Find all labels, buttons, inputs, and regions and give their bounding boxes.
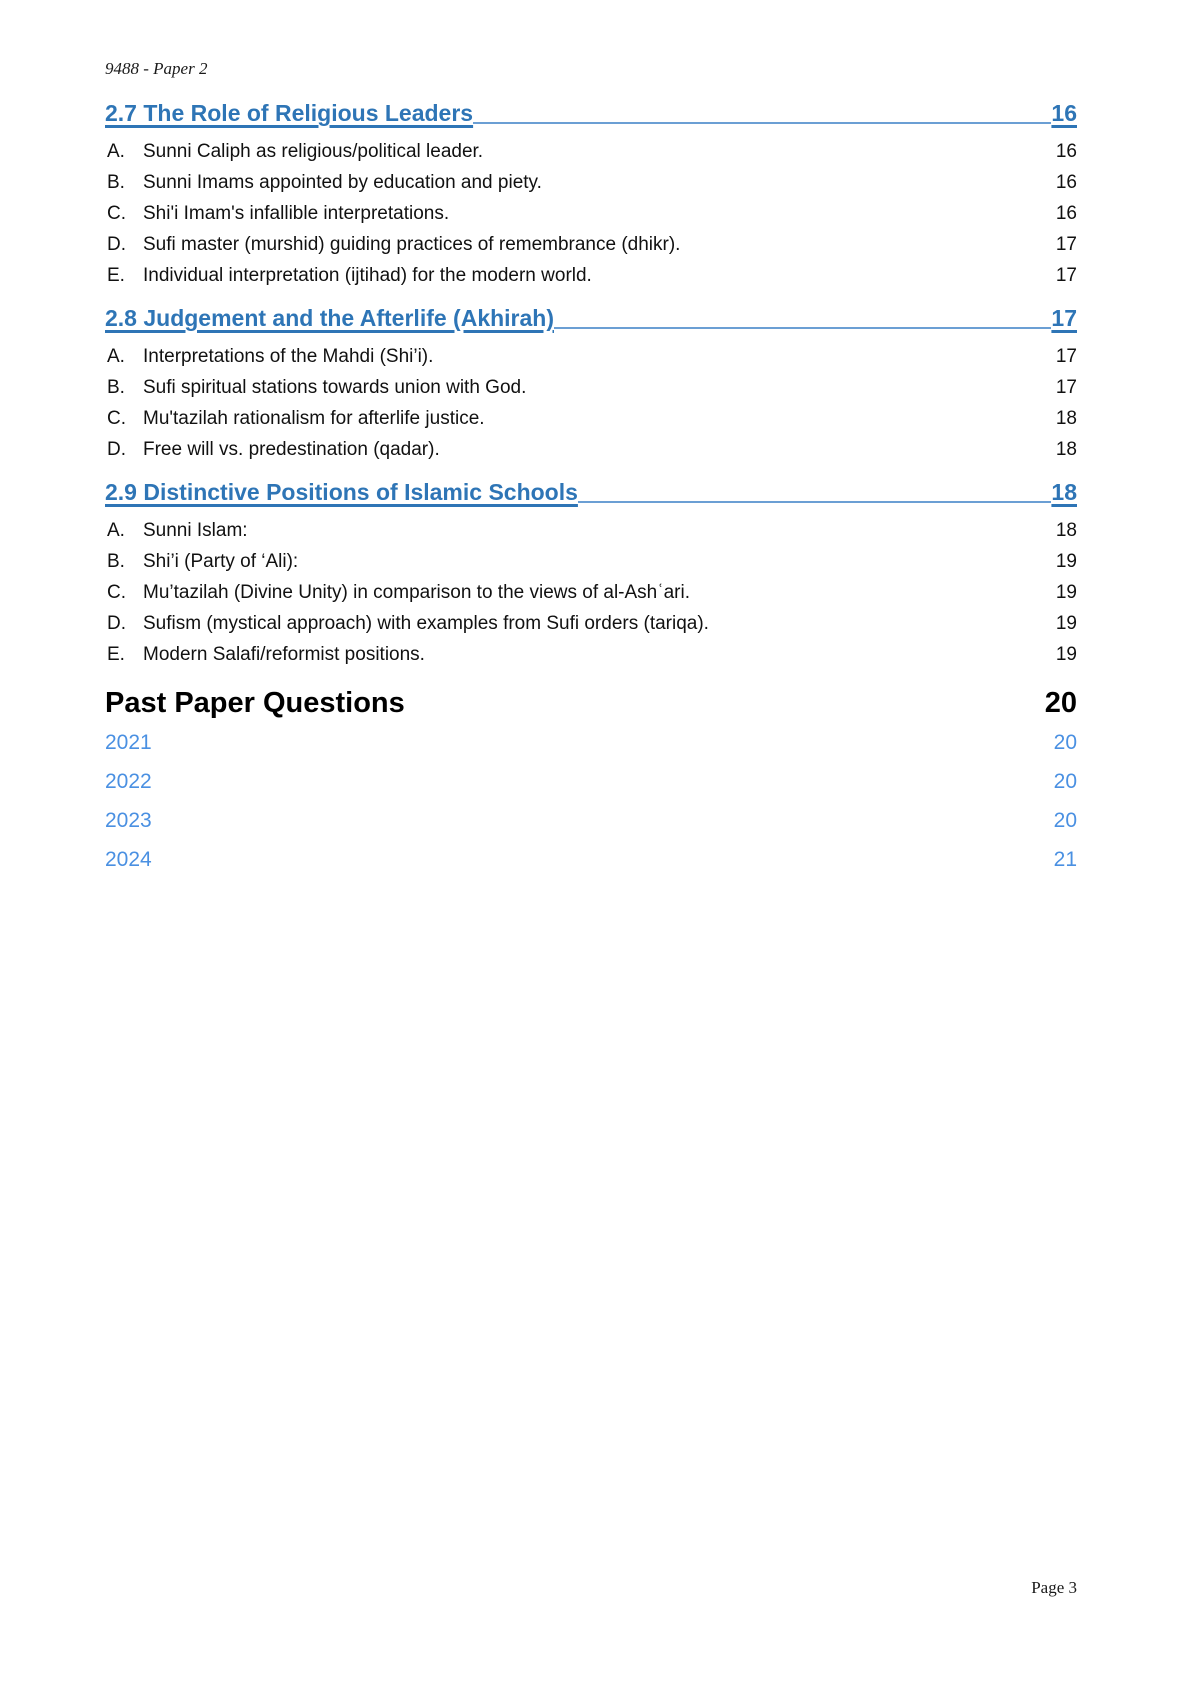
toc-item-text: Mu’tazilah (Divine Unity) in comparison to the views of al-Ashʿari. <box>143 582 690 603</box>
toc-item[interactable] <box>105 515 1077 546</box>
toc-item-page: 17 <box>1055 377 1077 398</box>
toc-item-text: Interpretations of the Mahdi (Shi’i). <box>143 346 434 367</box>
toc-year-row-2021[interactable] <box>105 732 1077 753</box>
toc-item-page: 17 <box>1055 265 1077 286</box>
year-label: 2024 <box>105 848 152 871</box>
toc-item-label: B. <box>107 172 125 193</box>
toc-item-page: 16 <box>1055 203 1077 224</box>
toc-item-label: A. <box>107 141 125 162</box>
toc-item-text: Mu'tazilah rationalism for afterlife justice. <box>143 408 485 429</box>
year-page: 20 <box>1053 809 1077 832</box>
toc-item[interactable] <box>105 372 1077 403</box>
toc-heading-page: 18 <box>1051 479 1077 505</box>
toc-item-text: Individual interpretation (ijtihad) for the modern world. <box>143 265 592 286</box>
toc-item-text: Sufism (mystical approach) with examples from Sufi orders (tariqa). <box>143 613 709 634</box>
year-page: 21 <box>1053 848 1077 871</box>
toc-item-text: Sunni Islam: <box>143 520 248 541</box>
page-number-footer: Page 3 <box>1031 1578 1077 1597</box>
toc-item-label: C. <box>107 203 126 224</box>
toc-item-label: D. <box>107 613 126 634</box>
toc-item-text: Shi’i (Party of ‘Ali): <box>143 551 299 572</box>
toc-item[interactable] <box>105 546 1077 577</box>
toc-item-text: Modern Salafi/reformist positions. <box>143 644 425 665</box>
toc-item-label: A. <box>107 520 125 541</box>
toc-item-page: 19 <box>1055 551 1077 572</box>
toc-item[interactable] <box>105 639 1077 670</box>
toc-item[interactable] <box>105 341 1077 372</box>
toc-item-page: 16 <box>1055 141 1077 162</box>
toc-item[interactable] <box>105 229 1077 260</box>
toc-item-label: C. <box>107 582 126 603</box>
year-page: 20 <box>1053 770 1077 793</box>
toc-year-row-2024[interactable] <box>105 849 1077 870</box>
year-label: 2023 <box>105 809 152 832</box>
toc-item[interactable] <box>105 198 1077 229</box>
toc-item-page: 18 <box>1055 439 1077 460</box>
toc-year-row-2023[interactable] <box>105 810 1077 831</box>
leader-line <box>578 501 1051 503</box>
toc-item-text: Shi'i Imam's infallible interpretations. <box>143 203 450 224</box>
toc-item[interactable] <box>105 608 1077 639</box>
toc-item-label: E. <box>107 644 125 665</box>
document-header: 9488 - Paper 2 <box>105 59 208 78</box>
toc-item-text: Free will vs. predestination (qadar). <box>143 439 440 460</box>
toc-item-page: 16 <box>1055 172 1077 193</box>
year-page: 20 <box>1053 731 1077 754</box>
toc-heading-row-2-8[interactable] <box>105 303 1077 333</box>
toc-item-page: 18 <box>1055 408 1077 429</box>
toc-heading-row-2-9[interactable] <box>105 477 1077 507</box>
toc-item-label: B. <box>107 551 125 572</box>
past-paper-questions-title: Past Paper Questions <box>105 687 405 719</box>
toc-item-page: 19 <box>1055 644 1077 665</box>
toc-heading-title: 2.8 Judgement and the Afterlife (Akhirah) <box>105 305 554 331</box>
toc-item-label: B. <box>107 377 125 398</box>
toc-item-page: 17 <box>1055 346 1077 367</box>
toc-heading-row-2-7[interactable] <box>105 98 1077 128</box>
toc-item-page: 19 <box>1055 613 1077 634</box>
toc-item-page: 19 <box>1055 582 1077 603</box>
toc-item-label: D. <box>107 439 126 460</box>
toc-item[interactable] <box>105 403 1077 434</box>
toc-heading-title: 2.9 Distinctive Positions of Islamic Schools <box>105 479 578 505</box>
toc-item-text: Sufi master (murshid) guiding practices of remembrance (dhikr). <box>143 234 681 255</box>
toc-item-label: C. <box>107 408 126 429</box>
toc-item[interactable] <box>105 260 1077 291</box>
toc-item[interactable] <box>105 136 1077 167</box>
year-label: 2021 <box>105 731 152 754</box>
toc-item-label: E. <box>107 265 125 286</box>
toc-heading-title: 2.7 The Role of Religious Leaders <box>105 100 474 126</box>
toc-item-label: D. <box>107 234 126 255</box>
toc-item-text: Sunni Imams appointed by education and piety. <box>143 172 542 193</box>
leader-line <box>554 327 1051 329</box>
toc-heading-page: 17 <box>1051 305 1077 331</box>
toc-heading-page: 16 <box>1051 100 1077 126</box>
past-paper-questions-page: 20 <box>1044 687 1077 719</box>
toc-item-page: 18 <box>1055 520 1077 541</box>
toc-year-row-2022[interactable] <box>105 771 1077 792</box>
toc-item[interactable] <box>105 167 1077 198</box>
toc-item-label: A. <box>107 346 125 367</box>
toc-item-text: Sunni Caliph as religious/political leader. <box>143 141 484 162</box>
leader-line <box>473 122 1051 124</box>
toc-item[interactable] <box>105 434 1077 465</box>
toc-item-page: 17 <box>1055 234 1077 255</box>
toc-item[interactable] <box>105 577 1077 608</box>
past-paper-questions-heading-row[interactable] <box>105 684 1077 722</box>
year-label: 2022 <box>105 770 152 793</box>
toc-item-text: Sufi spiritual stations towards union with God. <box>143 377 527 398</box>
